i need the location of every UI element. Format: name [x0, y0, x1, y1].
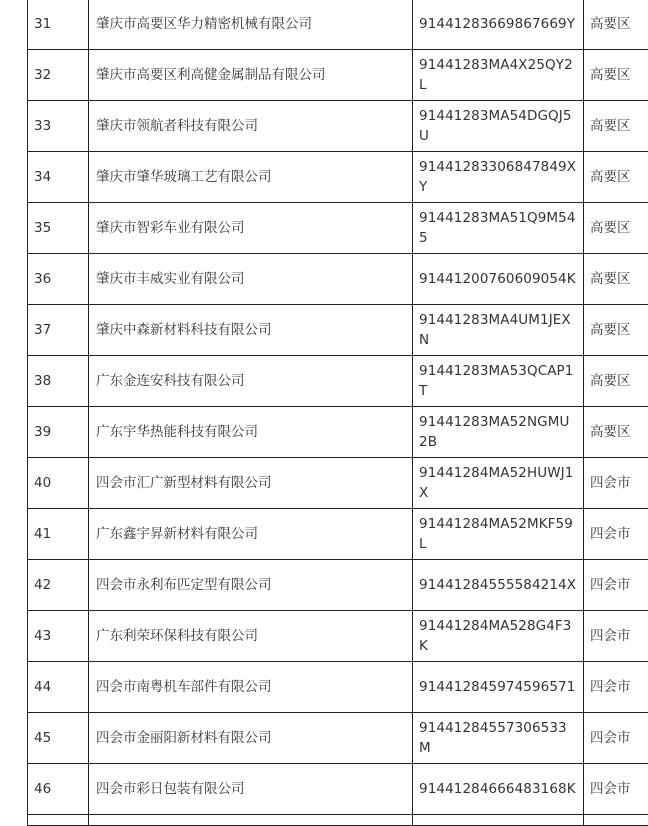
table-row — [28, 458, 648, 509]
company-name-cell: 四会市汇广新型材料有限公司 — [89, 458, 413, 509]
credit-code-cell: 91441283MA52NGMU2B — [413, 407, 584, 458]
company-name-cell: 四会市永利布匹定型有限公司 — [89, 560, 413, 611]
credit-code-cell: 91441283306847849XY — [413, 152, 584, 203]
company-name-cell: 广东金连安科技有限公司 — [89, 356, 413, 407]
table-row — [28, 203, 648, 254]
credit-code-cell: 91441283MA53QCAP1T — [413, 356, 584, 407]
district-cell: 高要区 — [584, 101, 648, 152]
district-cell: 四会市 — [584, 662, 648, 713]
table-row — [28, 560, 648, 611]
company-name-cell: 肇庆市高要区华力精密机械有限公司 — [89, 0, 413, 50]
empty-cell — [413, 815, 584, 826]
district-cell: 四会市 — [584, 458, 648, 509]
row-number-cell: 33 — [28, 101, 89, 152]
table-row — [28, 662, 648, 713]
company-name-cell: 四会市金丽阳新材料有限公司 — [89, 713, 413, 764]
company-name-cell: 四会市南粤机车部件有限公司 — [89, 662, 413, 713]
company-name-cell: 广东鑫宇昇新材料有限公司 — [89, 509, 413, 560]
district-cell: 四会市 — [584, 611, 648, 662]
row-number-cell: 41 — [28, 509, 89, 560]
row-number-cell: 46 — [28, 764, 89, 815]
enterprise-list-table — [27, 0, 648, 826]
row-number-cell: 39 — [28, 407, 89, 458]
district-cell: 高要区 — [584, 407, 648, 458]
district-cell: 高要区 — [584, 152, 648, 203]
company-name-cell: 广东宇华热能科技有限公司 — [89, 407, 413, 458]
district-cell: 高要区 — [584, 254, 648, 305]
enterprise-list-table-wrap — [27, 0, 616, 826]
row-number-cell: 40 — [28, 458, 89, 509]
company-name-cell: 肇庆中森新材料科技有限公司 — [89, 305, 413, 356]
credit-code-cell: 91441283MA54DGQJ5U — [413, 101, 584, 152]
credit-code-cell: 91441284557306533M — [413, 713, 584, 764]
credit-code-cell: 91441283MA51Q9M545 — [413, 203, 584, 254]
table-row — [28, 0, 648, 50]
credit-code-cell: 91441283MA4UM1JEXN — [413, 305, 584, 356]
table-body — [28, 0, 648, 826]
credit-code-cell: 91441284666483168K — [413, 764, 584, 815]
company-name-cell: 广东利荣环保科技有限公司 — [89, 611, 413, 662]
credit-code-cell: 91441283MA4X25QY2L — [413, 50, 584, 101]
company-name-cell: 肇庆市智彩车业有限公司 — [89, 203, 413, 254]
credit-code-cell: 914412845974596571 — [413, 662, 584, 713]
row-number-cell: 44 — [28, 662, 89, 713]
district-cell: 四会市 — [584, 560, 648, 611]
empty-cell — [584, 815, 648, 826]
table-row — [28, 713, 648, 764]
company-name-cell: 肇庆市肇华玻璃工艺有限公司 — [89, 152, 413, 203]
table-row — [28, 356, 648, 407]
district-cell: 高要区 — [584, 0, 648, 50]
table-row — [28, 101, 648, 152]
table-row — [28, 152, 648, 203]
table-row — [28, 50, 648, 101]
table-row — [28, 509, 648, 560]
district-cell: 四会市 — [584, 509, 648, 560]
table-row — [28, 764, 648, 815]
empty-cell — [28, 815, 89, 826]
company-name-cell: 肇庆市领航者科技有限公司 — [89, 101, 413, 152]
district-cell: 高要区 — [584, 305, 648, 356]
table-row — [28, 305, 648, 356]
empty-cell — [89, 815, 413, 826]
row-number-cell: 38 — [28, 356, 89, 407]
credit-code-cell: 91441284MA52MKF59L — [413, 509, 584, 560]
row-number-cell: 43 — [28, 611, 89, 662]
table-row — [28, 407, 648, 458]
table-row-partial — [28, 815, 648, 826]
row-number-cell: 45 — [28, 713, 89, 764]
table-row — [28, 611, 648, 662]
district-cell: 高要区 — [584, 203, 648, 254]
district-cell: 四会市 — [584, 764, 648, 815]
table-row — [28, 254, 648, 305]
credit-code-cell: 91441200760609054K — [413, 254, 584, 305]
row-number-cell: 32 — [28, 50, 89, 101]
company-name-cell: 四会市彩日包装有限公司 — [89, 764, 413, 815]
credit-code-cell: 91441284MA528G4F3K — [413, 611, 584, 662]
row-number-cell: 42 — [28, 560, 89, 611]
district-cell: 高要区 — [584, 356, 648, 407]
company-name-cell: 肇庆市丰威实业有限公司 — [89, 254, 413, 305]
row-number-cell: 31 — [28, 0, 89, 50]
row-number-cell: 36 — [28, 254, 89, 305]
credit-code-cell: 91441284555584214X — [413, 560, 584, 611]
row-number-cell: 34 — [28, 152, 89, 203]
district-cell: 四会市 — [584, 713, 648, 764]
credit-code-cell: 91441283669867669Y — [413, 0, 584, 50]
row-number-cell: 35 — [28, 203, 89, 254]
company-name-cell: 肇庆市高要区利高健金属制品有限公司 — [89, 50, 413, 101]
row-number-cell: 37 — [28, 305, 89, 356]
district-cell: 高要区 — [584, 50, 648, 101]
credit-code-cell: 91441284MA52HUWJ1X — [413, 458, 584, 509]
